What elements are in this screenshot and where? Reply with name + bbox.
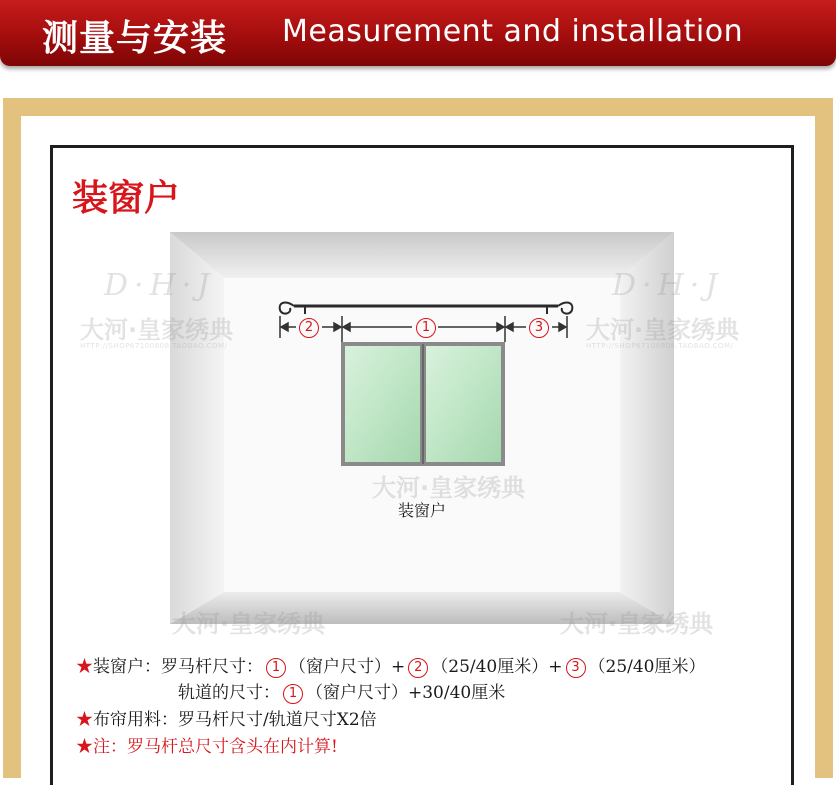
watermark-url: HTTP://SHOP67100808.TAOBAO.COM/ bbox=[586, 342, 734, 350]
watermark-shop-name: 大河·皇家绣典 bbox=[372, 474, 526, 502]
note-text: 布帘用料：罗马杆尺寸/轨道尺寸X2倍 bbox=[93, 710, 377, 730]
window-glass bbox=[341, 342, 505, 466]
marker-3: 3 bbox=[566, 658, 586, 678]
note-track-size bbox=[178, 678, 505, 704]
marker-1: 1 bbox=[416, 318, 436, 338]
marker-1: 1 bbox=[283, 684, 303, 704]
note-text: （25/40厘米） bbox=[588, 657, 706, 677]
marker-2: 2 bbox=[408, 658, 428, 678]
marker-2: 2 bbox=[299, 318, 319, 338]
marker-1: 1 bbox=[266, 658, 286, 678]
note-text: （窗户尺寸）+ bbox=[289, 657, 406, 677]
section-title: 装窗户 bbox=[72, 178, 181, 219]
watermark-signature: D·H·J bbox=[104, 268, 216, 303]
note-label: 轨道的尺寸： bbox=[178, 683, 280, 703]
note-rod-size bbox=[76, 652, 706, 678]
watermark-shop-name: 大河·皇家绣典 bbox=[172, 610, 326, 638]
note-fabric-usage bbox=[76, 705, 377, 730]
watermark-shop-name: 大河·皇家绣典 bbox=[586, 316, 740, 344]
star-icon: ★ bbox=[76, 657, 93, 677]
note-warning bbox=[76, 732, 338, 757]
watermark-url: HTTP://SHOP67100808.TAOBAO.COM/ bbox=[80, 342, 228, 350]
banner-title-cn: 测量与安装 bbox=[42, 18, 228, 59]
note-text: （窗户尺寸）+30/40厘米 bbox=[306, 683, 506, 703]
watermark-shop-name: 大河·皇家绣典 bbox=[80, 316, 234, 344]
banner-title-en: Measurement and installation bbox=[282, 14, 744, 49]
curtain-rod bbox=[280, 303, 573, 314]
window-caption: 装窗户 bbox=[398, 501, 447, 520]
star-icon: ★ bbox=[76, 737, 93, 757]
marker-3: 3 bbox=[529, 318, 549, 338]
star-icon: ★ bbox=[76, 710, 93, 730]
watermark-shop-name: 大河·皇家绣典 bbox=[560, 610, 714, 638]
note-text: 注：罗马杆总尺寸含头在内计算! bbox=[93, 737, 338, 757]
note-label: 装窗户：罗马杆尺寸： bbox=[93, 657, 263, 677]
note-text: （25/40厘米）+ bbox=[431, 657, 563, 677]
watermark-signature: D·H·J bbox=[612, 268, 724, 303]
